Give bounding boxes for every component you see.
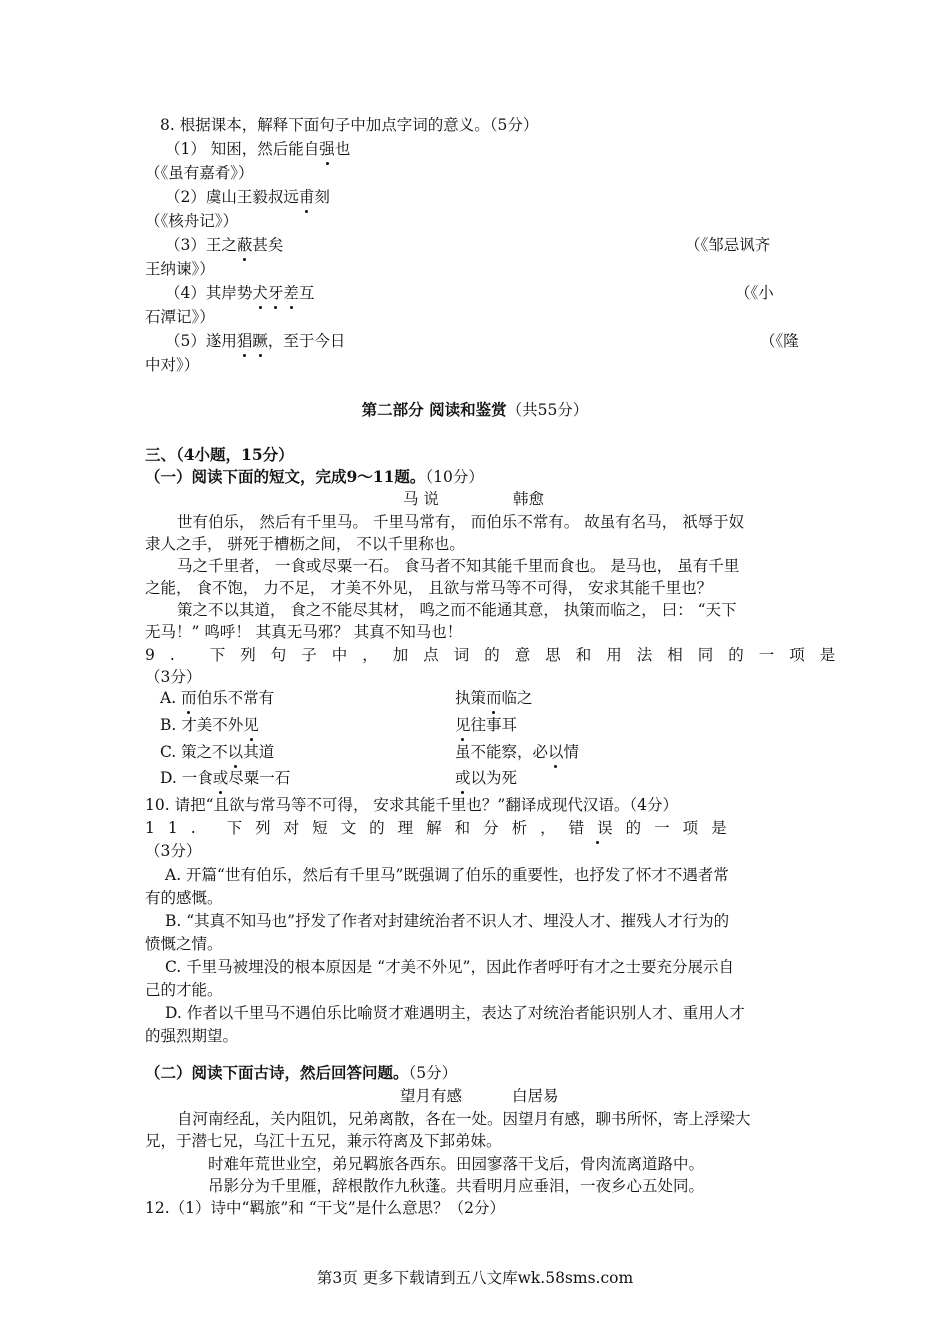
q8-item-3: （3）王之蔽甚矣 (165, 236, 284, 254)
q8-item-2-source: （《核舟记》） (145, 212, 239, 230)
s1-para3-a: 策之不以其道， 食之不能尽其材， 鸣之而不能通其意， 执策而临之， 曰： “天下 (177, 601, 737, 619)
s2-poem-title: 望月有感 (400, 1087, 463, 1105)
q9-option-b-left: B. 才美不外见 (160, 716, 259, 734)
s1-title: 马 说 (403, 490, 439, 508)
q11-option-b-2: 愤慨之情。 (145, 935, 223, 953)
q9-option-b-right: 见往事耳 (455, 716, 518, 734)
q9-option-a-left: A. 而伯乐不常有 (160, 689, 275, 707)
q11-option-a-2: 有的感慨。 (145, 889, 223, 907)
q8-item-1-source: （《虽有嘉肴》） (145, 164, 254, 182)
q9-option-a-right: 执策而临之 (455, 689, 533, 707)
q8-item-5-source-a: （《隆 (760, 332, 799, 350)
q8-item-5-source-b: 中对》） (145, 356, 200, 374)
q11-option-a-1: A. 开篇“世有伯乐，然后有千里马”既强调了伯乐的重要性，也抒发了怀才不遇者常 (165, 866, 729, 884)
s1-author: 韩愈 (513, 490, 545, 508)
part2-title: 第二部分 阅读和鉴赏（共55分） (361, 400, 589, 419)
q12: 12.（1）诗中“羁旅”和 “干戈”是什么意思？（2分） (145, 1199, 505, 1217)
q8-item-2: （2）虞山王毅叔远甫刻 (165, 188, 330, 206)
s1-heading: （一）阅读下面的短文，完成9～11题。（10分） (145, 467, 484, 486)
q11-option-d-1: D. 作者以千里马不遇伯乐比喻贤才难遇明主，表达了对统治者能识别人才、重用人才 (165, 1004, 745, 1022)
q11-stem: 11. 下列对短文的理解和分析，错误的一项是 (145, 819, 740, 837)
q9-option-d-right: 或以为死 (455, 769, 518, 787)
q11-option-d-2: 的强烈期望。 (145, 1027, 239, 1045)
q9-option-c-left: C. 策之不以其道 (160, 743, 275, 761)
s1-para1-b: 隶人之手， 骈死于槽枥之间， 不以千里称也。 (145, 535, 465, 553)
s2-poem-author: 白居易 (512, 1087, 559, 1105)
q10: 10. 请把“且欲与常马等不可得， 安求其能千里也？”翻译成现代汉语。（4分） (145, 796, 678, 814)
section3-heading: 三、（4小题，15分） (145, 445, 294, 464)
q9-score: （3分） (145, 668, 202, 686)
q8-item-4-source-a: （《小 (735, 284, 774, 302)
q11-option-c-2: 己的才能。 (145, 981, 223, 999)
q8-item-5: （5）遂用猖蹶，至于今日 (165, 332, 346, 350)
s1-para1-a: 世有伯乐， 然后有千里马。 千里马常有， 而伯乐不常有。 故虽有名马， 祇辱于奴 (177, 513, 745, 531)
q9-option-d-left: D. 一食或尽粟一石 (160, 769, 291, 787)
s1-para2-a: 马之千里者， 一食或尽粟一石。 食马者不知其能千里而食也。 是马也， 虽有千里 (177, 557, 740, 575)
s1-para3-b: 无马！” 鸣呼！ 其真无马邪？ 其真不知马也！ (145, 623, 463, 641)
page-footer: 第3页 更多下载请到五八文库wk.58sms.com (316, 1269, 634, 1287)
q8-item-3-source-a: （《邹忌讽齐 (685, 236, 771, 254)
q8-item-1: （1） 知困，然后能自强也 (165, 140, 351, 158)
s2-heading: （二）阅读下面古诗，然后回答问题。（5分） (145, 1063, 458, 1082)
q9-option-c-right: 虽不能察，必以情 (455, 743, 580, 761)
q8-item-4-source-b: 石潭记》） (145, 308, 215, 326)
s2-verse-1: 时难年荒世业空，弟兄羁旅各西东。田园寥落干戈后，骨肉流离道路中。 (208, 1155, 705, 1173)
q8-item-3-source-b: 王纳谏》） (145, 260, 215, 278)
q8-stem: 8. 根据课本，解释下面句子中加点字词的意义。（5分） (160, 116, 539, 134)
q11-score: （3分） (145, 842, 202, 860)
q11-option-b-1: B. “其真不知马也”抒发了作者对封建统治者不识人才、埋没人才、摧残人才行为的 (165, 912, 730, 930)
s2-preface-1: 自河南经乱，关内阻饥，兄弟离散，各在一处。因望月有感，聊书所怀，寄上浮梁大 (177, 1110, 751, 1128)
q11-option-c-1: C. 千里马被埋没的根本原因是 “才美不外见”，因此作者呼吁有才之士要充分展示自 (165, 958, 734, 976)
s2-verse-2: 吊影分为千里雁，辞根散作九秋蓬。共看明月应垂泪，一夜乡心五处同。 (208, 1177, 705, 1195)
q8-item-4: （4）其岸势犬牙差互 (165, 284, 315, 302)
s2-preface-2: 兄，于潜七兄，乌江十五兄，兼示符离及下邽弟妹。 (145, 1132, 502, 1150)
q9-stem: 9. 下列句子中，加点词的意思和用法相同的一项是 (145, 646, 851, 664)
s1-para2-b: 之能， 食不饱， 力不足， 才美不外见， 且欲与常马等不可得， 安求其能千里也？ (145, 579, 713, 597)
